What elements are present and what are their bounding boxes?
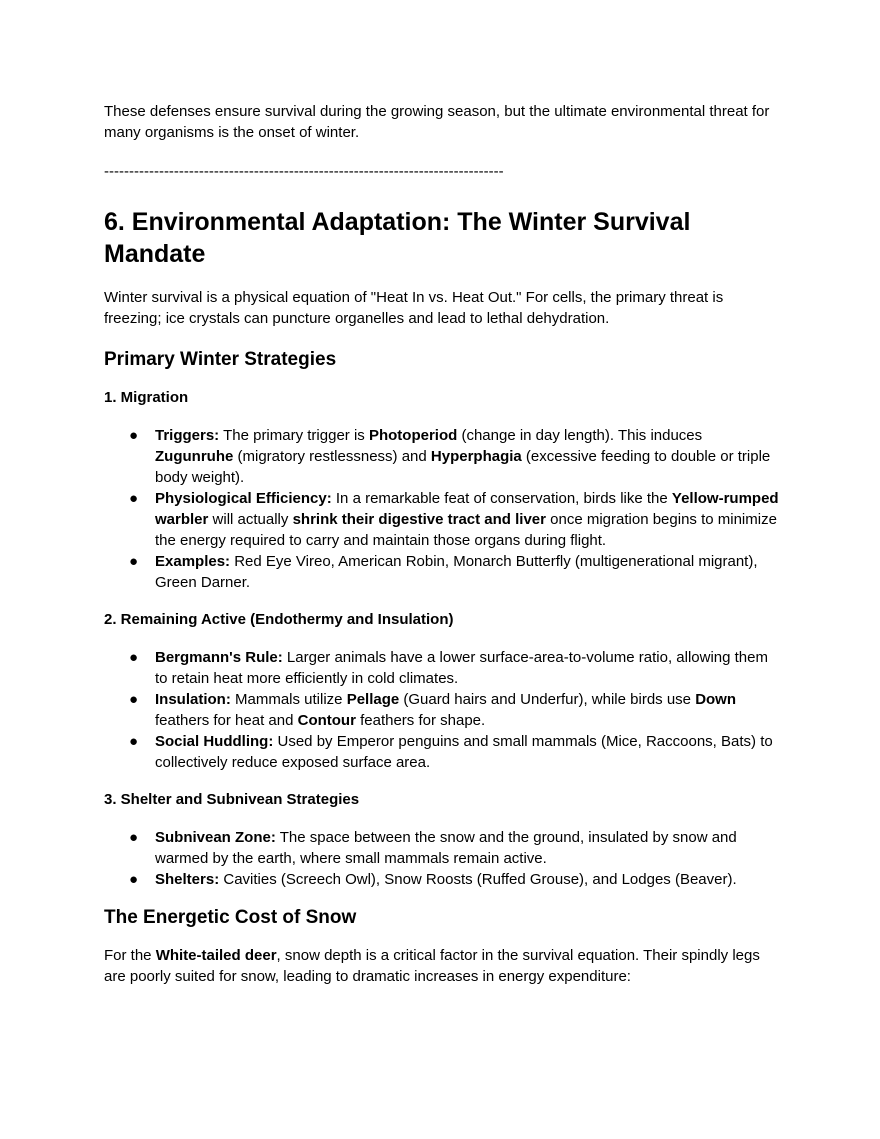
shelter-list <box>104 827 784 890</box>
list-item-subnivean <box>104 827 784 869</box>
snow-cost-heading: The Energetic Cost of Snow <box>104 907 357 928</box>
remaining-active-heading: 2. Remaining Active (Endothermy and Insulation) <box>104 611 454 628</box>
bullet-icon: ● <box>129 829 139 846</box>
paragraph-text: , snow depth is a critical factor in the survival equation. Their spindly legs are poorly suited for snow, leading to dramatic increases in energy expenditure: <box>104 947 760 985</box>
term-photoperiod: Photoperiod <box>368 427 458 444</box>
term-down: Down <box>695 691 737 708</box>
snow-cost-paragraph <box>104 945 784 987</box>
term-white-tailed-deer: White-tailed deer <box>155 947 277 964</box>
document-page <box>104 101 784 987</box>
item-text: Cavities (Screech Owl), Snow Roosts (Ruffed Grouse), and Lodges (Beaver). <box>219 871 737 888</box>
term-zugunruhe: Zugunruhe <box>155 448 234 465</box>
item-text: The space between the snow and the ground, insulated by snow and warmed by the earth, where small mammals remain active. <box>155 829 737 867</box>
bullet-icon: ● <box>129 553 139 570</box>
section-intro-paragraph: Winter survival is a physical equation of "Heat In vs. Heat Out." For cells, the primary threat is freezing; ice crystals can puncture organelles and lead to lethal dehydration. <box>104 289 724 327</box>
paragraph-text: For the <box>104 947 156 964</box>
bullet-icon: ● <box>129 490 139 507</box>
item-text: The primary trigger is <box>219 427 369 444</box>
list-item-efficiency <box>104 488 784 551</box>
list-item-huddling <box>104 731 784 773</box>
item-text: feathers for shape. <box>355 712 486 729</box>
bullet-icon: ● <box>129 691 139 708</box>
divider-line: -------------------------------------------------------------------------------- <box>104 163 504 180</box>
term-contour: Contour <box>297 712 356 729</box>
item-label: Examples: <box>155 553 231 570</box>
list-item-insulation <box>104 689 784 731</box>
item-text: (excessive feeding to double or triple body weight). <box>155 448 771 486</box>
item-text: (Guard hairs and Underfur), while birds use <box>399 691 696 708</box>
list-item-triggers <box>104 425 784 488</box>
term-yellow-rumped-warbler: Yellow-rumped warbler <box>155 490 779 528</box>
item-text: In a remarkable feat of conservation, birds like the <box>331 490 672 507</box>
item-label: Insulation: <box>155 691 231 708</box>
shelter-heading: 3. Shelter and Subnivean Strategies <box>104 791 360 808</box>
list-item-bergmann <box>104 647 784 689</box>
list-item-shelters <box>104 869 784 890</box>
section-title: 6. Environmental Adaptation: The Winter Survival Mandate <box>104 208 691 268</box>
migration-list <box>104 425 784 593</box>
term-pellage: Pellage <box>346 691 400 708</box>
item-text: once migration begins to minimize the energy required to carry and maintain those organs during flight. <box>155 511 777 549</box>
remaining-active-list <box>104 647 784 773</box>
bullet-icon: ● <box>129 871 139 888</box>
list-item-examples <box>104 551 784 593</box>
bullet-icon: ● <box>129 733 139 750</box>
item-label: Shelters: <box>155 871 220 888</box>
item-label: Social Huddling: <box>155 733 274 750</box>
migration-heading: 1. Migration <box>104 389 189 406</box>
term-shrink-digestive-tract: shrink their digestive tract and liver <box>292 511 546 528</box>
item-text: will actually <box>208 511 293 528</box>
bullet-icon: ● <box>129 427 139 444</box>
item-text: Larger animals have a lower surface-area-to-volume ratio, allowing them to retain heat more efficiently in cold climates. <box>155 649 768 687</box>
intro-paragraph: These defenses ensure survival during the growing season, but the ultimate environmental threat for many organisms is the onset of winter. <box>104 103 770 141</box>
item-label: Physiological Efficiency: <box>155 490 332 507</box>
item-label: Triggers: <box>155 427 220 444</box>
item-text: Used by Emperor penguins and small mammals (Mice, Raccoons, Bats) to collectively reduce exposed surface area. <box>155 733 773 771</box>
bullet-icon: ● <box>129 649 139 666</box>
item-text: Red Eye Vireo, American Robin, Monarch Butterfly (multigenerational migrant), Green Darner. <box>155 553 758 591</box>
term-hyperphagia: Hyperphagia <box>430 448 522 465</box>
strategies-heading: Primary Winter Strategies <box>104 349 337 370</box>
item-text: (change in day length). This induces <box>457 427 703 444</box>
item-text: (migratory restlessness) and <box>233 448 431 465</box>
item-text: Mammals utilize <box>230 691 347 708</box>
item-label: Bergmann's Rule: <box>155 649 283 666</box>
item-text: feathers for heat and <box>155 712 298 729</box>
item-label: Subnivean Zone: <box>155 829 276 846</box>
